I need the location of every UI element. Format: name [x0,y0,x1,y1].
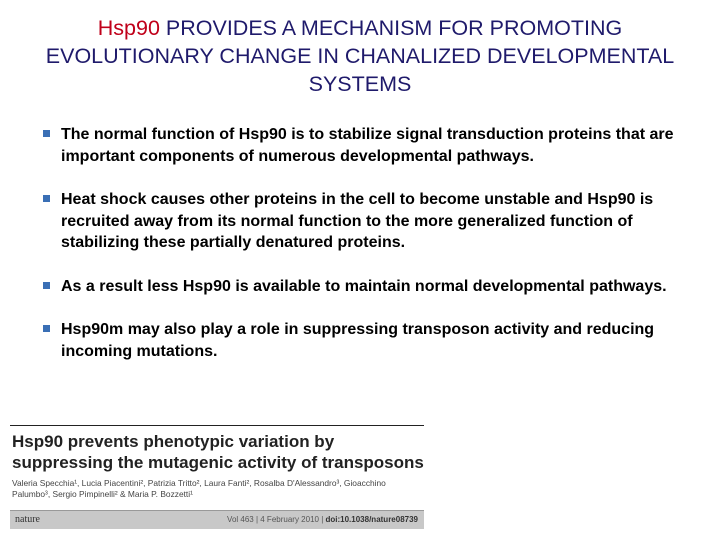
paper-authors: Valeria Specchia¹, Lucia Piacentini², Patrizia Tritto², Laura Fanti², Rosalba D'Alessandro³, Gioacchino Palumbo³, Sergio Pimpinelli² & Maria P. Bozzetti¹ [12,478,386,499]
journal-name: nature [15,514,40,525]
bullet-list [40,124,680,384]
bullet-item [40,319,680,362]
paper-citation [227,515,418,524]
title-text: PROVIDES A MECHANISM FOR PROMOTING EVOLUTIONARY CHANGE IN CHANALIZED DEVELOPMENTAL SYSTEMS [45,16,675,96]
bullet-text: The normal function of Hsp90 is to stabilize signal transduction proteins that are important components of numerous developmental pathways. [61,126,674,165]
bullet-text: Hsp90m may also play a role in suppressing transposon activity and reducing incoming mutations. [61,321,655,360]
title-highlight: Hsp90 [97,16,160,40]
citation-text: Vol 463 | 4 February 2010 | [227,515,326,524]
paper-doi: doi:10.1038/nature08739 [325,515,418,524]
bullet-item [40,189,680,254]
bullet-text: As a result less Hsp90 is available to maintain normal developmental pathways. [61,277,667,295]
slide-title [40,14,680,98]
paper-snippet-image [10,425,424,528]
square-bullet-icon [43,130,50,137]
square-bullet-icon [43,195,50,202]
paper-title: Hsp90 prevents phenotypic variation by suppressing the mutagenic activity of transposons [12,432,424,472]
paper-footer [10,510,424,529]
square-bullet-icon [43,325,50,332]
bullet-item [40,124,680,167]
bullet-item [40,276,680,298]
bullet-text: Heat shock causes other proteins in the cell to become unstable and Hsp90 is recruited away from its normal function to the more generalized function of stabilizing these partially denatured proteins. [61,191,654,251]
square-bullet-icon [43,282,50,289]
